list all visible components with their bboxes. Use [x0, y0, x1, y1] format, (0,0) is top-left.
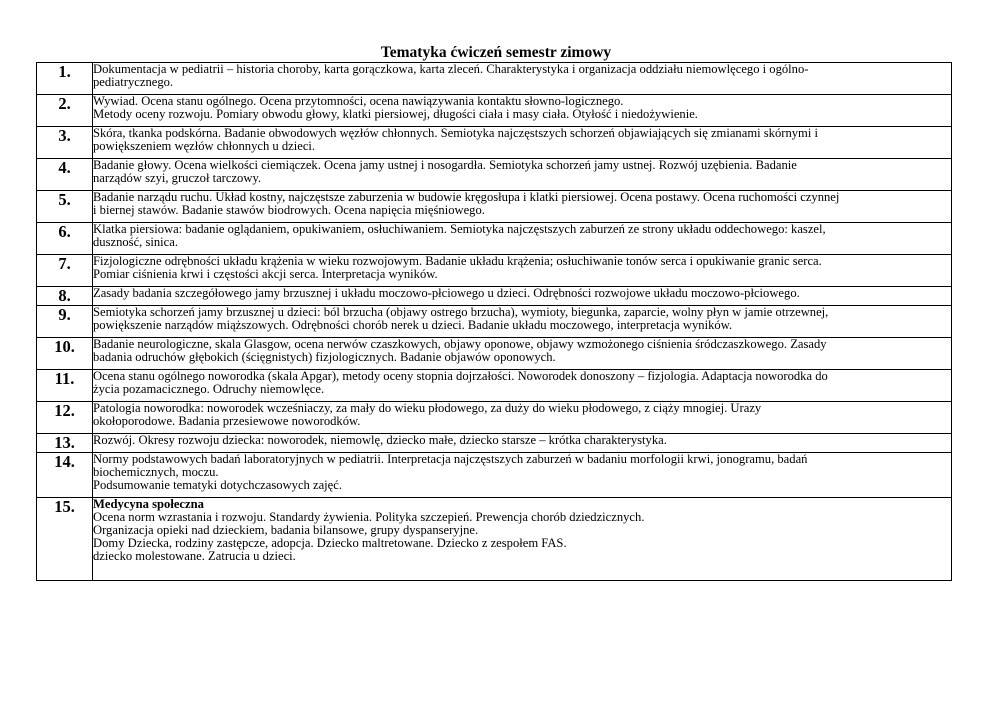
topic-number: 9.: [37, 306, 93, 338]
topic-row: [37, 306, 952, 338]
topic-row: [37, 95, 952, 127]
topic-text-line: pediatrycznego.: [93, 75, 174, 89]
topic-text-line: Rozwój. Okresy rozwoju dziecka: noworodek, niemowlę, dziecko małe, dziecko starsze – krótka charakterystyka.: [93, 433, 667, 447]
topic-number: 5.: [37, 191, 93, 223]
topic-description: [93, 338, 952, 370]
topic-text-line: Normy podstawowych badań laboratoryjnych w pediatrii. Interpretacja najczęstszych zaburzeń w badaniu morfologii krwi, jonogramu, badań: [93, 452, 808, 466]
topic-text-line: Klatka piersiowa: badanie oglądaniem, opukiwaniem, osłuchiwaniem. Semiotyka najczęstszych zaburzeń ze strony układu oddechowego: kaszel,: [93, 222, 826, 236]
topic-text-line: Podsumowanie tematyki dotychczasowych zajęć.: [93, 478, 342, 492]
topic-row: [37, 159, 952, 191]
topic-row: [37, 287, 952, 306]
topic-description: [93, 127, 952, 159]
topic-row: [37, 223, 952, 255]
topic-text-line: Badanie głowy. Ocena wielkości ciemiączek. Ocena jamy ustnej i nosogardła. Semiotyka schorzeń jamy ustnej. Rozwój uzębienia. Badanie: [93, 158, 797, 172]
topic-text-line: biochemicznych, moczu.: [93, 465, 219, 479]
topic-text-line: Semiotyka schorzeń jamy brzusznej u dzieci: ból brzucha (objawy ostrego brzucha), wymioty, biegunka, zaparcie, wolny płyn w jamie otrzewnej,: [93, 305, 829, 319]
topic-description: [93, 223, 952, 255]
topic-description: [93, 434, 952, 453]
topic-number: 1.: [37, 63, 93, 95]
topic-text-line: Fizjologiczne odrębności układu krążenia w wieku rozwojowym. Badanie układu krążenia; osłuchiwanie tonów serca i opukiwanie granic serca.: [93, 254, 822, 268]
topic-text-line: Badanie neurologiczne, skala Glasgow, ocena nerwów czaszkowych, objawy oponowe, objawy wzmożonego ciśnienia śródczaszkowego. Zasady: [93, 337, 827, 351]
topic-row: [37, 338, 952, 370]
topic-text-line: Skóra, tkanka podskórna. Badanie obwodowych węzłów chłonnych. Semiotyka najczęstszych schorzeń objawiających się zmianami skórnymi i: [93, 126, 818, 140]
topic-number: 11.: [37, 370, 93, 402]
topic-text-line: Badanie narządu ruchu. Układ kostny, najczęstsze zaburzenia w budowie kręgosłupa i klatki piersiowej. Ocena postawy. Ocena ruchomości czynnej: [93, 190, 840, 204]
topic-text-line: życia pozamacicznego. Odruchy niemowlęce.: [93, 382, 325, 396]
topic-row: [37, 402, 952, 434]
topic-row: [37, 453, 952, 498]
topic-number: 15.: [37, 498, 93, 581]
topic-number: 2.: [37, 95, 93, 127]
topic-row: [37, 255, 952, 287]
topic-text-line: Ocena norm wzrastania i rozwoju. Standardy żywienia. Polityka szczepień. Prewencja chorób dziedzicznych.: [93, 510, 645, 524]
topic-text-line: dziecko molestowane. Zatrucia u dzieci.: [93, 549, 296, 563]
topic-text-line: Ocena stanu ogólnego noworodka (skala Apgar), metody oceny stopnia dojrzałości. Noworodek donoszony – fizjologia. Adaptacja noworodka do: [93, 369, 828, 383]
topic-description: [93, 370, 952, 402]
topic-text-line: Metody oceny rozwoju. Pomiary obwodu głowy, klatki piersiowej, długości ciała i masy ciała. Otyłość i niedożywienie.: [93, 107, 698, 121]
topic-text-line: okołoporodowe. Badania przesiewowe noworodków.: [93, 414, 361, 428]
topic-number: 4.: [37, 159, 93, 191]
topic-description: [93, 191, 952, 223]
topic-number: 7.: [37, 255, 93, 287]
topic-text-line: Wywiad. Ocena stanu ogólnego. Ocena przytomności, ocena nawiązywania kontaktu słowno-logicznego.: [93, 94, 624, 108]
topic-text-line: Dokumentacja w pediatrii – historia choroby, karta gorączkowa, karta zleceń. Charakterystyka i organizacja oddziału niemowlęcego i ogólno-: [93, 62, 809, 76]
topic-text-line: Domy Dziecka, rodziny zastępcze, adopcja. Dziecko maltretowane. Dziecko z zespołem FAS.: [93, 536, 567, 550]
topic-row: [37, 191, 952, 223]
topic-text-line: duszność, sinica.: [93, 235, 178, 249]
topic-text-line: i biernej stawów. Badanie stawów biodrowych. Ocena napięcia mięśniowego.: [93, 203, 485, 217]
topic-row: [37, 63, 952, 95]
topic-row: [37, 434, 952, 453]
topic-row: [37, 370, 952, 402]
topic-description: [93, 255, 952, 287]
topic-number: 13.: [37, 434, 93, 453]
topic-text-line: Patologia noworodka: noworodek wcześniaczy, za mały do wieku płodowego, za duży do wieku płodowego, z ciąży mnogiej. Urazy: [93, 401, 762, 415]
topic-number: 10.: [37, 338, 93, 370]
page-title: Tematyka ćwiczeń semestr zimowy: [380, 44, 612, 61]
topics-table: [36, 62, 952, 581]
topic-text-line: badania odruchów głębokich (ścięgnistych) fizjologicznych. Badanie objawów oponowych.: [93, 350, 556, 364]
topic-number: 14.: [37, 453, 93, 498]
topic-text-line: Pomiar ciśnienia krwi i częstości akcji serca. Interpretacja wyników.: [93, 267, 438, 281]
topic-number: 6.: [37, 223, 93, 255]
topic-description: [93, 159, 952, 191]
topic-text-line: powiększenie narządów miąższowych. Odrębności chorób nerek u dzieci. Badanie układu moczowego, interpretacja wyników.: [93, 318, 733, 332]
topic-description: [93, 402, 952, 434]
topic-number: 12.: [37, 402, 93, 434]
topic-number: 8.: [37, 287, 93, 306]
topic-row: [37, 498, 952, 581]
topic-text-line: powiększeniem węzłów chłonnych u dzieci.: [93, 139, 316, 153]
topic-row: [37, 127, 952, 159]
topic-text-line: narządów szyi, gruczoł tarczowy.: [93, 171, 262, 185]
topic-description: [93, 95, 952, 127]
topic-text-line: Organizacja opieki nad dzieckiem, badania bilansowe, grupy dyspanseryjne.: [93, 523, 479, 537]
topic-number: 3.: [37, 127, 93, 159]
topic-description: [93, 306, 952, 338]
topic-description: [93, 498, 952, 581]
topic-heading: Medycyna społeczna: [93, 497, 204, 511]
topic-description: [93, 287, 952, 306]
topic-description: [93, 63, 952, 95]
topic-description: [93, 453, 952, 498]
topic-text-line: Zasady badania szczegółowego jamy brzusznej i układu moczowo-płciowego u dzieci. Odrębności rozwojowe układu moczowo-płciowego.: [93, 286, 800, 300]
